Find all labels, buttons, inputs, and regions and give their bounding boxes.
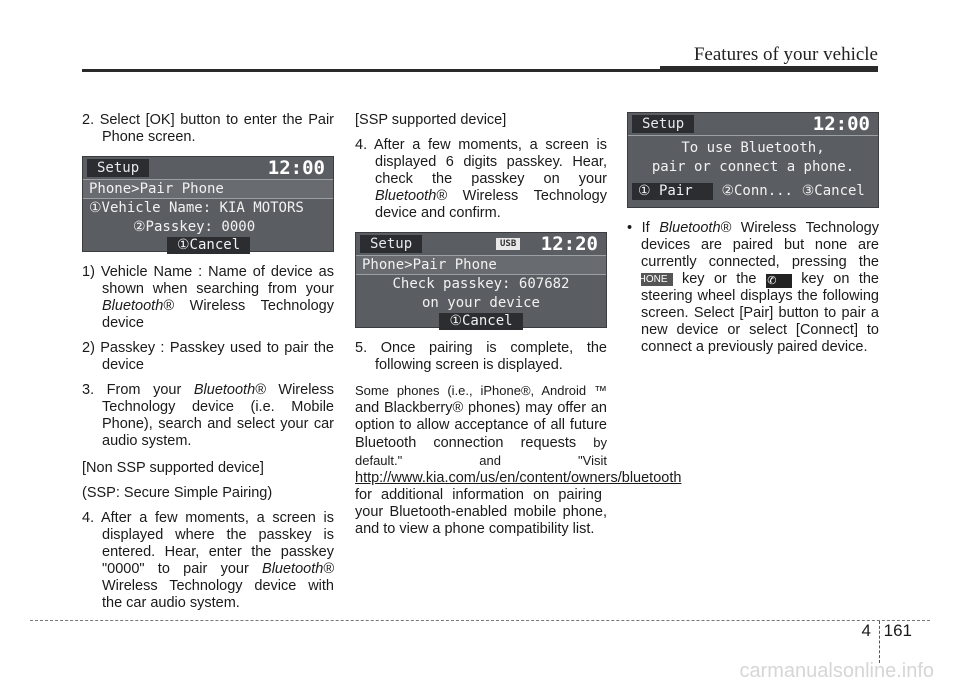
footer-rule [30, 620, 930, 621]
page-header-title: Features of your vehicle [693, 44, 878, 65]
header-rule-accent [660, 66, 878, 72]
page-number: 161 [883, 621, 912, 640]
bluetooth-note: Some phones (i.e., iPhone®, Android ™ and Blackberry® phones) may offer an option to allow acceptance of all future Bluetooth connection requests by default." and "Visit http://www.kia.com/us/en/content/owners/bluetooth for additional information on pairing your Bluetooth-enabled mobile phone, and to view a phone compatibility list. [355, 383, 682, 537]
usb-badge: USB [496, 238, 520, 250]
ssp-definition: (SSP: Secure Simple Pairing) [82, 485, 273, 501]
screen-tab-setup: Setup [360, 235, 422, 253]
ssp-heading: [SSP supported device] [355, 112, 507, 128]
screen-tab-setup: Setup [632, 115, 694, 133]
screen-on-device-text: on your device [421, 295, 540, 311]
step-2-text: 2. Select [OK] button to enter the Pair Phone screen. [82, 112, 334, 145]
screen-pair-button[interactable]: ① Pair [632, 183, 713, 200]
kia-bluetooth-link[interactable]: http://www.kia.com/us/en/content/owners/bluetooth [355, 470, 682, 486]
screen-clock: 12:20 [540, 233, 598, 255]
page-number-separator [879, 621, 880, 663]
step-3-text: 3. From your Bluetooth® Wireless Technology device (i.e. Mobile Phone), search and select your car audio system. [82, 382, 334, 449]
screen-check-passkey [355, 232, 607, 328]
screen-passkey: ②Passkey: 0000 [133, 219, 256, 235]
screen-tab-setup: Setup [87, 159, 149, 177]
screen-cancel-button[interactable]: ①Cancel [439, 313, 522, 330]
column-1 [82, 112, 334, 620]
step-4-ssp-text: 4. After a few moments, a screen is displayed 6 digits passkey. Hear, check the passkey on your Bluetooth® Wireless Technology device and confirm. [355, 137, 607, 221]
screen-use-bluetooth [627, 112, 879, 208]
screen-breadcrumb: Phone>Pair Phone [83, 179, 333, 199]
screen-clock: 12:00 [812, 113, 870, 135]
screen-message-line-2: pair or connect a phone. [651, 159, 855, 175]
phone-key-note: • If Bluetooth® Wireless Technology devices are paired but none are currently connected, pressing the PHONE key or the ✆ key on the steering wheel displays the following screen. Select [Pair] button to pair a new device or select [Connect] to connect a previously paired device. [627, 220, 879, 355]
screen-breadcrumb: Phone>Pair Phone [356, 255, 606, 275]
screen-cancel-button[interactable]: ①Cancel [167, 237, 250, 254]
watermark-text: carmanualsonline.info [739, 660, 934, 682]
non-ssp-heading: [Non SSP supported device] [82, 460, 264, 476]
screen-vehicle-name: ①Vehicle Name: KIA MOTORS [89, 200, 304, 216]
screen-connect-button[interactable]: ②Conn... [721, 183, 793, 199]
step-5-text: 5. Once pairing is complete, the following screen is displayed. [355, 340, 607, 373]
screen-check-passkey-text: Check passkey: 607682 [392, 276, 570, 292]
screen-cancel-button[interactable]: ③Cancel [801, 183, 865, 199]
screen-pair-phone [82, 156, 334, 252]
screen-message-line-1: To use Bluetooth, [681, 140, 825, 156]
screen-clock: 12:00 [267, 157, 325, 179]
column-3 [627, 100, 879, 364]
vehicle-name-note: 1) Vehicle Name : Name of device as shown when searching from your Bluetooth® Wireless Technology device [82, 264, 334, 331]
step-4-non-ssp-text: 4. After a few moments, a screen is displayed where the passkey is entered. Hear, enter the passkey "0000" to pair your Bluetooth® Wireless Technology device with the car audio system. [82, 510, 334, 611]
call-key-icon: ✆ [766, 274, 792, 288]
chapter-number: 4 [861, 621, 871, 640]
phone-key-icon: PHONE [641, 273, 673, 286]
passkey-note: 2) Passkey : Passkey used to pair the device [82, 340, 334, 373]
